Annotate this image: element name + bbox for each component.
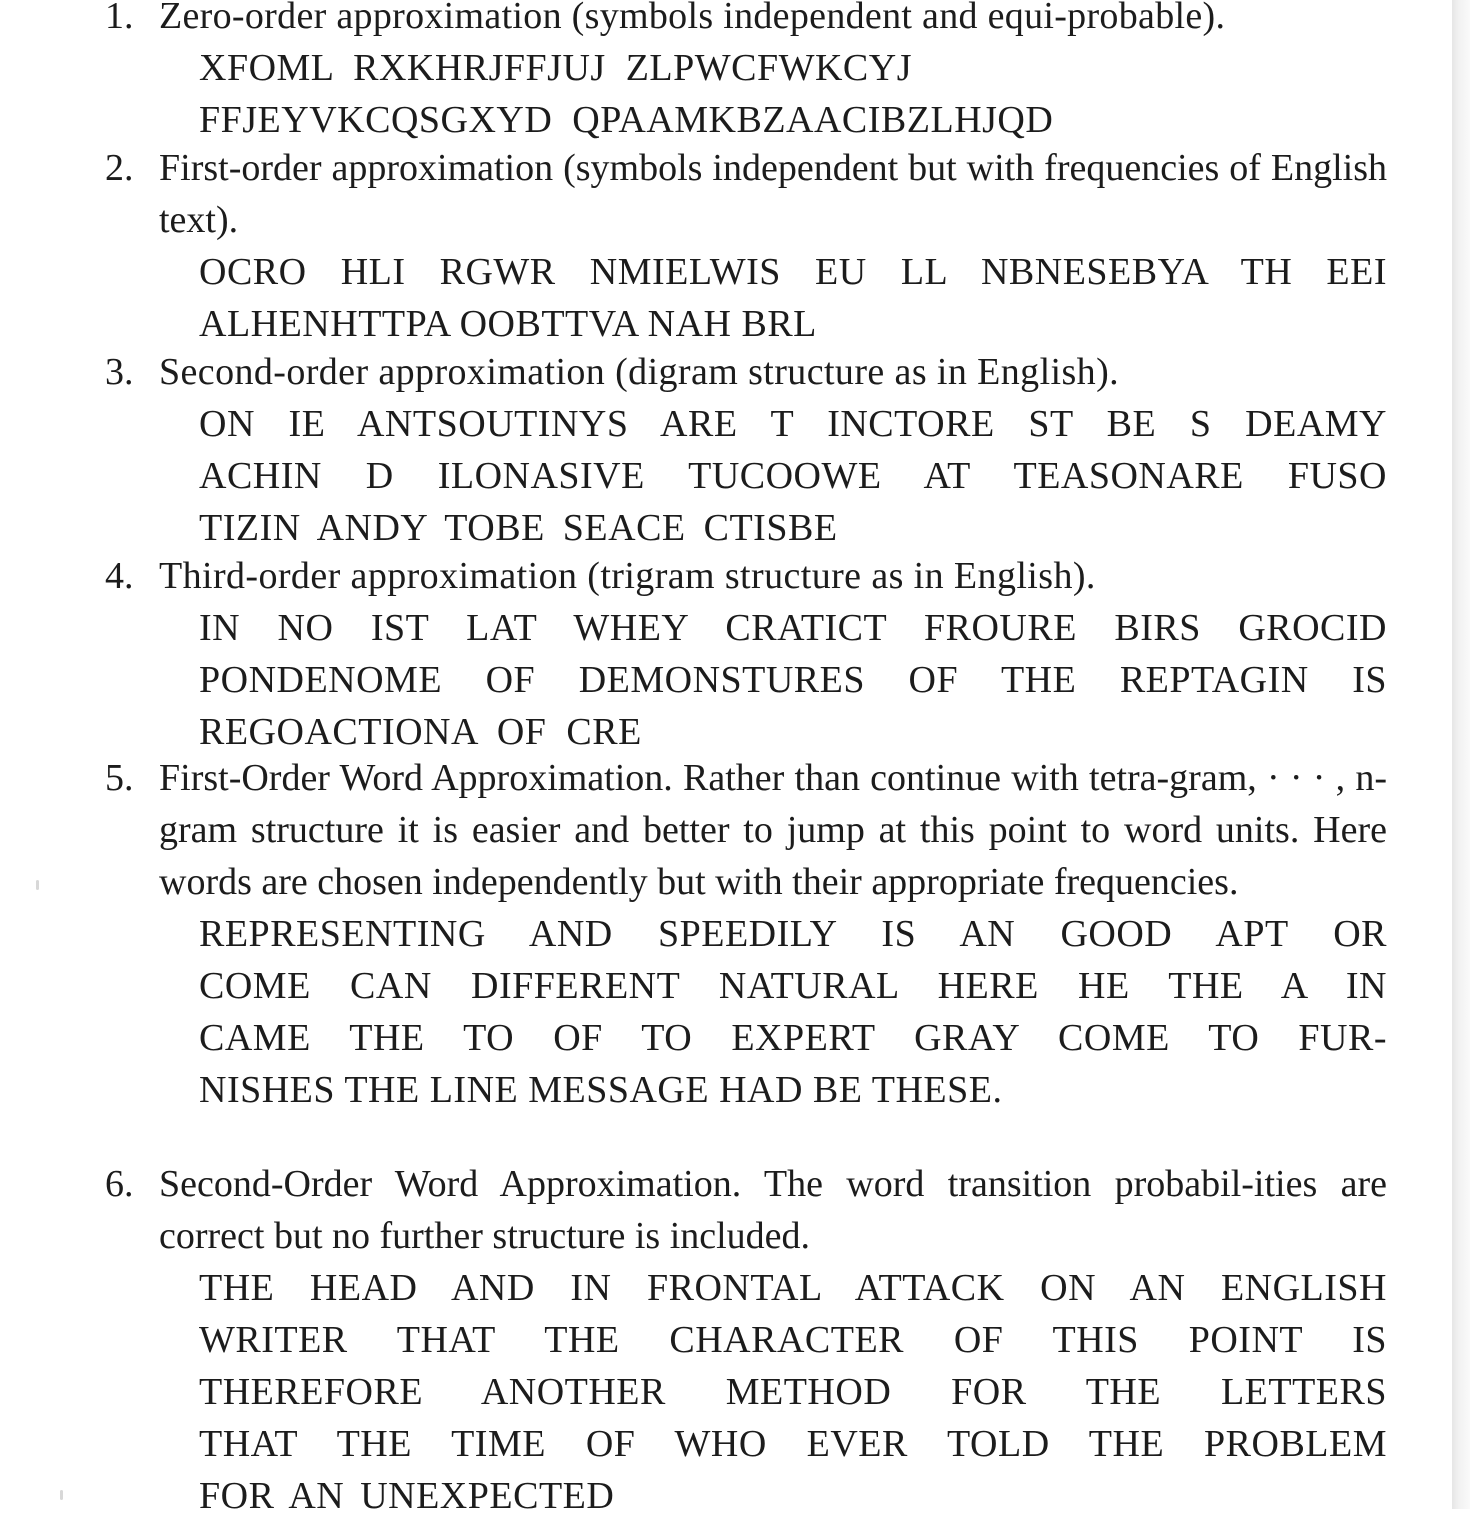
approximation-item-1: [105, 0, 1387, 146]
sample-line: COME CAN DIFFERENT NATURAL HERE HE THE A IN: [199, 965, 1387, 1007]
sample-line: OCRO HLI RGWR NMIELWIS EU LL NBNESEBYA TH EEI: [199, 251, 1387, 293]
item-number: 1.: [105, 0, 134, 37]
approximation-item-2: [105, 142, 1387, 350]
approximation-item-3: [105, 346, 1387, 554]
item-description: Zero-order approximation (symbols independent and equi-probable).: [159, 0, 1226, 37]
sample-line: CAME THE TO OF TO EXPERT GRAY COME TO FUR-: [199, 1017, 1387, 1059]
item-number: 5.: [105, 757, 134, 799]
item-number: 4.: [105, 555, 134, 597]
sample-line: THE HEAD AND IN FRONTAL ATTACK ON AN ENGLISH: [199, 1267, 1387, 1309]
item-description: First-order approximation (symbols independent but with frequencies of English text).: [159, 147, 1387, 241]
sample-text: [199, 602, 1387, 758]
sample-line: TIZIN ANDY TOBE SEACE CTISBE: [199, 507, 838, 549]
sample-text: [199, 398, 1387, 554]
sample-text: [199, 42, 1387, 146]
sample-text: [199, 246, 1387, 350]
sample-line: NISHES THE LINE MESSAGE HAD BE THESE.: [199, 1069, 1003, 1111]
sample-line: IN NO IST LAT WHEY CRATICT FROURE BIRS GROCID: [199, 607, 1387, 649]
approximation-item-5: [105, 752, 1387, 1116]
sample-line: FFJEYVKCQSGXYD QPAAMKBZAACIBZLHJQD: [199, 99, 1054, 141]
sample-line: FOR AN UNEXPECTED: [199, 1475, 615, 1517]
approximation-item-4: [105, 550, 1387, 758]
scan-speck: [36, 880, 39, 890]
sample-line: REPRESENTING AND SPEEDILY IS AN GOOD APT OR: [199, 913, 1387, 955]
sample-line: PONDENOME OF DEMONSTURES OF THE REPTAGIN IS: [199, 659, 1387, 701]
item-description: First-Order Word Approximation. Rather than continue with tetra-gram, · · · , n-gram structure it is easier and better to jump at this point to word units. Here words are chosen independently but with their appropriate frequencies.: [159, 757, 1387, 903]
sample-line: REGOACTIONA OF CRE: [199, 711, 642, 753]
item-description: Second-Order Word Approximation. The word transition probabil-ities are correct but no further structure is included.: [159, 1163, 1387, 1257]
scan-speck: [60, 1490, 63, 1500]
sample-line: WRITER THAT THE CHARACTER OF THIS POINT IS: [199, 1319, 1387, 1361]
item-description: Third-order approximation (trigram structure as in English).: [159, 555, 1096, 597]
item-number: 2.: [105, 147, 134, 189]
sample-line: ALHENHTTPA OOBTTVA NAH BRL: [199, 303, 817, 345]
sample-line: ACHIN D ILONASIVE TUCOOWE AT TEASONARE FUSO: [199, 455, 1387, 497]
item-number: 6.: [105, 1163, 134, 1205]
sample-line: XFOML RXKHRJFFJUJ ZLPWCFWKCYJ: [199, 47, 912, 89]
approximation-item-6: [105, 1158, 1387, 1522]
page-edge-shadow: [1452, 0, 1470, 1509]
sample-line: THEREFORE ANOTHER METHOD FOR THE LETTERS: [199, 1371, 1387, 1413]
sample-text: [199, 1262, 1387, 1522]
item-description: Second-order approximation (digram structure as in English).: [159, 351, 1120, 393]
sample-text: [199, 908, 1387, 1116]
item-number: 3.: [105, 351, 134, 393]
sample-line: ON IE ANTSOUTINYS ARE T INCTORE ST BE S DEAMY: [199, 403, 1387, 445]
sample-line: THAT THE TIME OF WHO EVER TOLD THE PROBLEM: [199, 1423, 1387, 1465]
